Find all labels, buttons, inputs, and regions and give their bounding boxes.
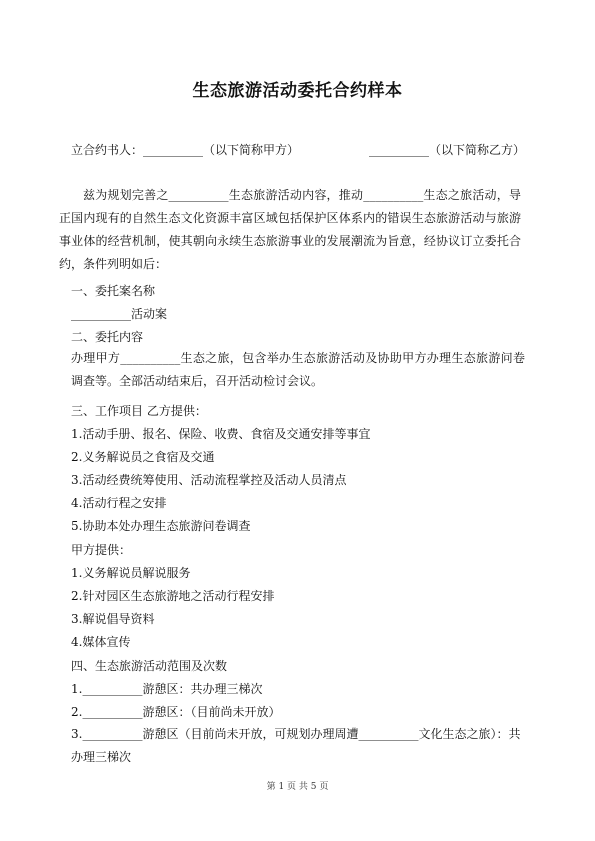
content-paragraph: 办理甲方__________生态之旅，包含举办生态旅游活动及协助甲方办理生态旅游问卷调查等。全部活动结束后，召开活动检讨会议。 xyxy=(71,351,525,388)
section-heading-1: 一、委托案名称 xyxy=(71,284,156,298)
list-item: 2.针对园区生态旅游地之活动行程安排 xyxy=(71,589,275,603)
list-item: 3.__________游憩区（目前尚未开放，可规划办理周遭__________文化生态之旅）：共办理三梯次 xyxy=(71,727,521,764)
list-item: 2.__________游憩区：（目前尚未开放） xyxy=(71,705,281,719)
section-heading-3: 三、工作项目 乙方提供： xyxy=(71,404,207,418)
list-item: 3.解说倡导资料 xyxy=(71,612,155,626)
list-item: 1.活动手册、报名、保险、收费、食宿及交通安排等事宜 xyxy=(71,427,371,441)
list-item: 4.媒体宣传 xyxy=(71,635,131,649)
list-item: 3.活动经费统筹使用、活动流程掌控及活动人员清点 xyxy=(71,473,347,487)
list-item: 4.活动行程之安排 xyxy=(71,496,167,510)
list-item: 1.__________游憩区：共办理三梯次 xyxy=(71,682,263,696)
parties-line xyxy=(71,141,525,159)
intro-paragraph: 兹为规划完善之__________生态旅游活动内容，推动__________生态之旅活动，导正国内现有的自然生态文化资源丰富区域包括保护区体系内的错误生态旅游活动与旅游事业体的经营机制，使其朝向永续生态旅游事业的发展潮流为旨意，经协议订立委托合约，条件列明如后： xyxy=(59,188,521,271)
subheading-party-a: 甲方提供： xyxy=(71,543,132,557)
list-item: 5.协助本处办理生态旅游问卷调查 xyxy=(71,519,251,533)
list-item: 1.义务解说员解说服务 xyxy=(71,566,191,580)
document-title: 生态旅游活动委托合约样本 xyxy=(192,81,403,101)
project-name: __________活动案 xyxy=(71,307,168,321)
section-heading-4: 四、生态旅游活动范围及次数 xyxy=(71,659,228,673)
party-b: __________（以下简称乙方） xyxy=(368,143,525,157)
section-heading-2: 二、委托内容 xyxy=(71,330,144,344)
list-item: 2.义务解说员之食宿及交通 xyxy=(71,450,215,464)
page-footer: 第 1 页 共 5 页 xyxy=(266,782,329,792)
party-a: 立合约书人：__________（以下简称甲方） xyxy=(71,143,300,157)
